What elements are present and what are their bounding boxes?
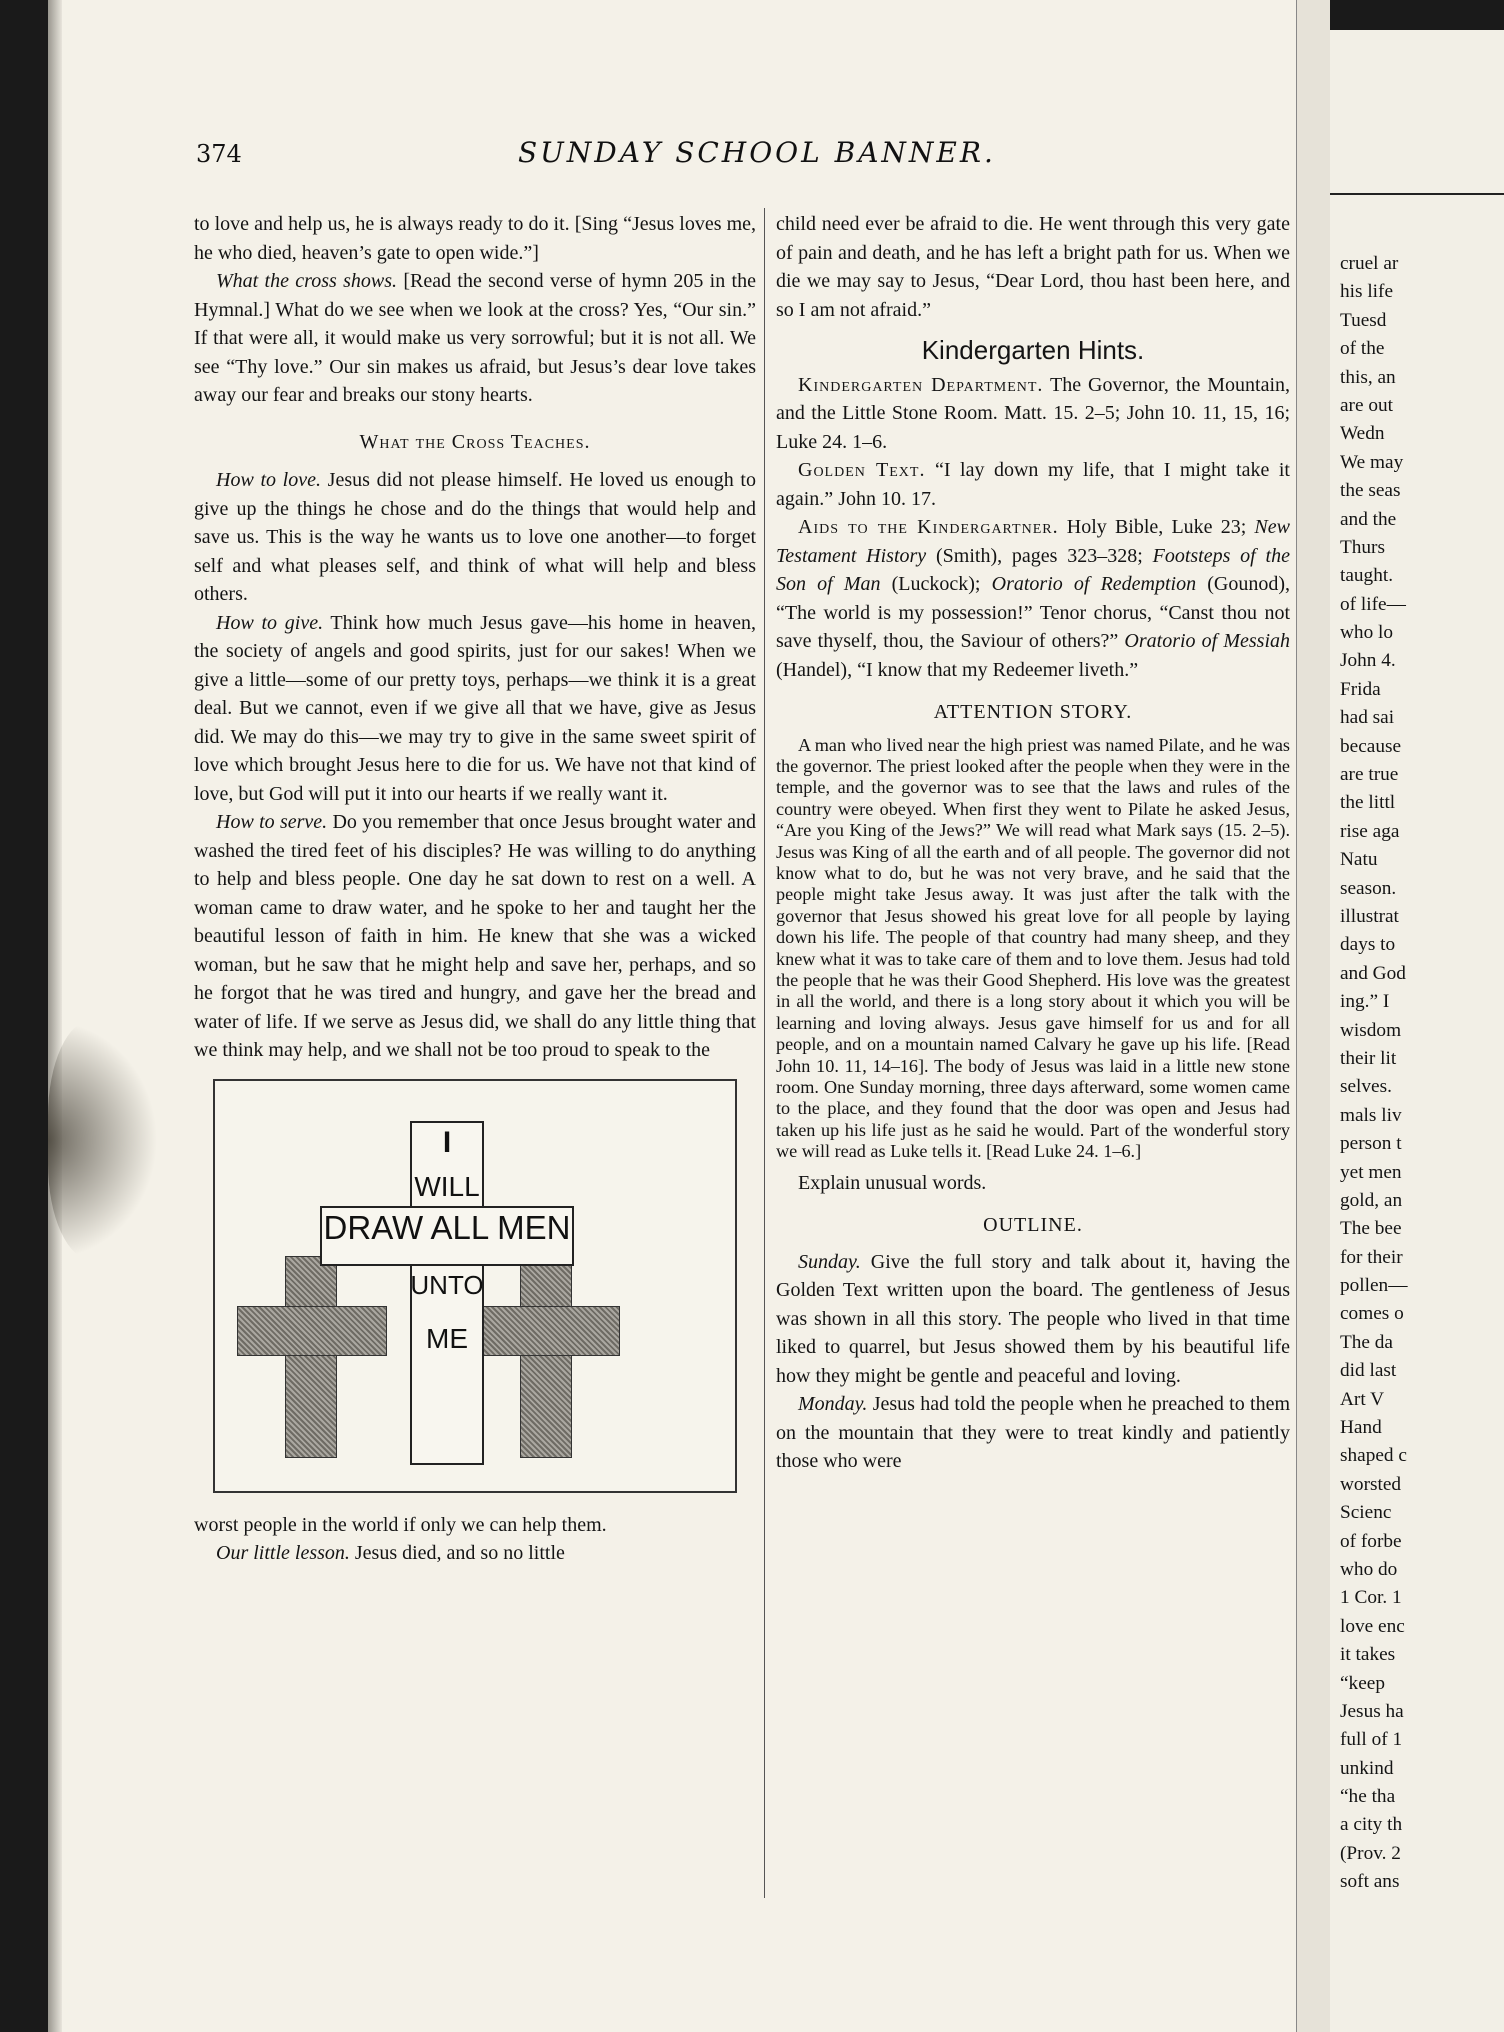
facing-page-text-fragments bbox=[1340, 250, 1407, 1897]
facing-page-line: full of 1 bbox=[1340, 1729, 1403, 1751]
paragraph-how-to-serve bbox=[194, 808, 756, 1065]
facing-page-line: Thurs bbox=[1340, 536, 1385, 558]
left-cross-horizontal bbox=[237, 1306, 387, 1356]
text-run: (Handel), “I know that my Redeemer liveth.” bbox=[776, 658, 1139, 681]
paragraph-text: Jesus had told the people when he preached to them on the mountain that they were to treat kindly and patiently those who were bbox=[776, 1393, 1290, 1473]
paragraph-continuation: child need ever be afraid to die. He went through this very gate of pain and death, and he has left a bright path for us. When we die we may say to Jesus, “Dear Lord, thou hast been here, and so I am not afraid.” bbox=[776, 213, 1290, 321]
facing-page-line: Frida bbox=[1340, 678, 1381, 700]
run-in-label: What the cross shows. bbox=[216, 270, 397, 292]
paragraph-text: Think how much Jesus gave—his home in heaven, the society of angels and good spirits, just for our sakes! When we give a little—some of our pretty toys, perhaps—we think it is a great deal. But we cannot, even if we give all that we have, give as Jesus did. We may do this—we may try to give in the same sweet spirit of love which brought Jesus here to die for us. We have not that kind of love, but God will put it into our hearts if we really want it. bbox=[194, 611, 756, 805]
facing-page-line: mals liv bbox=[1340, 1104, 1402, 1126]
paragraph-continuation-after-figure: worst people in the world if only we can help them. bbox=[194, 1513, 607, 1536]
page-edge-strip bbox=[1296, 0, 1330, 2032]
section-heading-outline: OUTLINE. bbox=[983, 1214, 1083, 1237]
facing-page-line: who lo bbox=[1340, 622, 1394, 644]
paragraph-text: “I lay down my life, that I might take it again.” John 10. 17. bbox=[776, 459, 1290, 510]
run-in-label: Golden Text. bbox=[798, 459, 926, 481]
paragraph-how-to-love bbox=[194, 466, 756, 609]
figure-text-will: WILL bbox=[414, 1170, 480, 1202]
facing-page-line: are true bbox=[1340, 764, 1399, 786]
facing-page-line: ing.” I bbox=[1340, 991, 1390, 1013]
facing-page-line: of forbe bbox=[1340, 1530, 1402, 1552]
facing-page-line: “keep bbox=[1340, 1672, 1385, 1694]
text-run: (Gounod), “The world is my possession!” Tenor chorus, “Canst thou not save thyself, thou, the Saviour of others?” bbox=[776, 573, 1291, 652]
facing-page-line: Scienc bbox=[1340, 1502, 1392, 1524]
figure-text-draw-all-men: DRAW ALL MEN bbox=[323, 1208, 571, 1246]
facing-page-line: season. bbox=[1340, 877, 1397, 899]
run-in-label: How to give. bbox=[216, 611, 324, 634]
facing-page-line: “he tha bbox=[1340, 1786, 1396, 1808]
column-rule bbox=[764, 208, 765, 1898]
paragraph-continuation: to love and help us, he is always ready to do it. [Sing “Jesus loves me, he who died, heaven’s gate to open wide.”] bbox=[194, 213, 756, 264]
run-in-label: How to serve. bbox=[216, 811, 328, 833]
attention-story-text: A man who lived near the high priest was named Pilate, and he was the governor. The priest looked after the people when they were in the temple, and the governor was to see that the laws and rules of the country were obeyed. When first they went to Pilate he asked Jesus, “Are you King of the Jews?” We will read what Mark says (15. 2–5). Jesus was King of all the earth and of all people. The governor did not know what to do, but he was not very brave, and he said that the people might take Jesus away. It was just after the talk with the governor that Jesus showed his great love for all people by laying down his life. The people of that country had many sheep, and they knew what it was to take care of them and to love them. Jesus had told the people that he was their Good Shepherd. His love was the greatest in all the world, and there is a long story about it which you will be learning and loving always. Jesus gave himself for us and for all people, and on a mountain named Calvary he gave up his life. [Read John 10. 11, 14–16]. The body of Jesus was laid in a little new stone room. One Sunday morning, three days afterward, some women came to the place, and they found that the door was open and Jesus had taken up his life just as he said he would. Part of the wonderful story we will read as Luke tells it. [Read Luke 24. 1–6.] bbox=[776, 734, 1290, 1162]
facing-page-line: unkind bbox=[1340, 1757, 1394, 1779]
facing-page-line: did last bbox=[1340, 1360, 1397, 1382]
facing-page-line: had sai bbox=[1340, 707, 1395, 729]
facing-page-line: Natu bbox=[1340, 849, 1378, 871]
run-in-label: Aids to the Kindergartner. bbox=[798, 516, 1059, 538]
page-number: 374 bbox=[196, 140, 242, 168]
facing-page-line: gold, an bbox=[1340, 1189, 1403, 1211]
section-heading-cross-teaches: What the Cross Teaches. bbox=[359, 430, 591, 453]
paragraph-aids bbox=[776, 513, 1290, 684]
facing-page-line: The da bbox=[1340, 1331, 1393, 1353]
paragraph-text: Jesus did not please himself. He loved us enough to give up the things he chose and do the things that would help and save us. This is the way he wants us to love one another—to forget self and what pleases self, and think of what will help and bless others. bbox=[194, 469, 756, 605]
facing-page-line: who do bbox=[1340, 1558, 1398, 1580]
facing-page-line: 1 Cor. 1 bbox=[1340, 1587, 1402, 1609]
left-cross-vertical bbox=[285, 1256, 337, 1458]
facing-page-line: Art V bbox=[1340, 1388, 1385, 1410]
figure-text-i: I bbox=[442, 1125, 452, 1159]
facing-page-line: Wedn bbox=[1340, 423, 1385, 445]
facing-page-line: the seas bbox=[1340, 480, 1401, 502]
facing-page-line: selves. bbox=[1340, 1076, 1392, 1098]
text-run: Holy Bible, Luke 23; bbox=[1058, 516, 1255, 538]
paragraph-monday bbox=[776, 1390, 1290, 1476]
facing-page-line: days to bbox=[1340, 934, 1396, 956]
run-in-label: Our little lesson. bbox=[216, 1542, 350, 1564]
facing-page-line: soft ans bbox=[1340, 1871, 1400, 1893]
facing-page-line: their lit bbox=[1340, 1047, 1397, 1069]
facing-page-line: it takes bbox=[1340, 1644, 1396, 1666]
facing-page-line: are out bbox=[1340, 394, 1393, 416]
figure-text-unto: UNTO bbox=[410, 1269, 484, 1300]
facing-page-line: shaped c bbox=[1340, 1445, 1407, 1467]
page-stain bbox=[48, 1020, 158, 1260]
right-cross-vertical bbox=[520, 1256, 572, 1458]
run-in-label: Sunday. bbox=[798, 1250, 861, 1273]
section-heading-attention-story: ATTENTION STORY. bbox=[933, 701, 1133, 723]
facing-page-line: (Prov. 2 bbox=[1340, 1842, 1401, 1864]
paragraph-golden-text bbox=[776, 456, 1290, 513]
facing-page-line: We may bbox=[1340, 451, 1404, 473]
text-run: (Smith), pages 323–328; bbox=[926, 544, 1153, 567]
paragraph-how-to-give bbox=[194, 609, 756, 809]
facing-page-line: person t bbox=[1340, 1133, 1402, 1155]
book-title: Footsteps of the Son of Man bbox=[776, 544, 1290, 595]
run-in-label: Kindergarten Department. bbox=[798, 373, 1044, 396]
paragraph-explain: Explain unusual words. bbox=[798, 1171, 987, 1194]
book-title: Oratorio of Messiah bbox=[1124, 630, 1291, 652]
paragraph-sunday bbox=[776, 1248, 1290, 1391]
facing-page-line: Tuesd bbox=[1340, 309, 1387, 331]
running-title: SUNDAY SCHOOL BANNER. bbox=[518, 136, 996, 169]
facing-page-line: worsted bbox=[1340, 1473, 1402, 1495]
facing-page-line: cruel ar bbox=[1340, 253, 1399, 274]
facing-page-line: a city th bbox=[1340, 1814, 1403, 1836]
paragraph-text: Do you remember that once Jesus brought water and washed the tired feet of his disciples? He was willing to do anything to help and bless people. One day he sat down to rest on a well. A woman came to draw water, and he spoke to her and taught her the beautiful lesson of faith in him. He knew that she was a wicked woman, but he saw that he might help and save her, perhaps, and so he forgot that he was tired and hungry, and gave her the bread and water of life. If we serve as Jesus did, we shall do any little thing that we think may help, and we shall not be too proud to speak to the bbox=[194, 811, 756, 1061]
facing-page-line: yet men bbox=[1340, 1161, 1402, 1183]
facing-page-line: and God bbox=[1340, 962, 1406, 984]
book-title: Oratorio of Redemption bbox=[991, 573, 1197, 595]
facing-page-line: John 4. bbox=[1340, 650, 1396, 672]
facing-page-head-rule bbox=[1330, 193, 1504, 195]
run-in-label: Monday. bbox=[798, 1393, 868, 1416]
facing-page-line: of the bbox=[1340, 338, 1385, 360]
paragraph-text: Jesus died, and so no little bbox=[349, 1542, 565, 1564]
figure-text-me: ME bbox=[426, 1322, 468, 1354]
facing-page-line: because bbox=[1340, 735, 1402, 757]
left-column bbox=[194, 210, 756, 1568]
cross-illustration bbox=[213, 1079, 737, 1493]
book-title: New Testament History bbox=[776, 516, 1290, 567]
gutter-shadow bbox=[48, 0, 62, 2032]
paragraph-little-lesson bbox=[194, 1539, 756, 1568]
paragraph-text: [Read the second verse of hymn 205 in the Hymnal.] What do we see when we look at the cross? Yes, “Our sin.” If that were all, it would make us very sorrowful; but it is not all. We see “Thy love.” Our sin makes us afraid, but Jesus’s dear love takes away our fear and breaks our stony hearts. bbox=[194, 270, 756, 406]
facing-page-line: Hand bbox=[1340, 1417, 1382, 1439]
book-page bbox=[48, 0, 1330, 2032]
facing-page-line: taught. bbox=[1340, 565, 1394, 587]
section-heading-kindergarten-hints: Kindergarten Hints. bbox=[921, 335, 1145, 365]
facing-page-line: wisdom bbox=[1340, 1019, 1402, 1041]
facing-page-line: pollen— bbox=[1340, 1275, 1408, 1297]
attention-story-block bbox=[776, 735, 1290, 1163]
facing-page-line: this, an bbox=[1340, 366, 1396, 388]
run-in-label: How to love. bbox=[216, 469, 321, 491]
facing-page-edge bbox=[1330, 30, 1504, 2032]
facing-page-line: rise aga bbox=[1340, 820, 1400, 842]
facing-page-line: illustrat bbox=[1340, 905, 1399, 927]
paragraph-text: The Governor, the Mountain, and the Little Stone Room. Matt. 15. 2–5; John 10. 11, 15, 16; Luke 24. 1–6. bbox=[776, 373, 1291, 453]
facing-page-line: for their bbox=[1340, 1246, 1403, 1268]
text-run: (Luckock); bbox=[880, 573, 992, 595]
right-cross-horizontal bbox=[470, 1306, 620, 1356]
facing-page-line: The bee bbox=[1340, 1218, 1402, 1240]
paragraph-text: Give the full story and talk about it, having the Golden Text written upon the board. The gentleness of Jesus was shown in all this story. The people who lived in that time liked to quarrel, but Jesus showed them by his beautiful life how they might be gentle and peaceful and loving. bbox=[776, 1250, 1290, 1387]
facing-page-line: comes o bbox=[1340, 1303, 1404, 1325]
middle-column bbox=[776, 210, 1290, 1476]
paragraph-kindergarten-department bbox=[776, 371, 1290, 457]
paragraph-cross-shows bbox=[194, 267, 756, 410]
facing-page-line: and the bbox=[1340, 508, 1397, 530]
facing-page-line: of life— bbox=[1340, 593, 1406, 615]
facing-page-line: love enc bbox=[1340, 1615, 1405, 1637]
facing-page-line: his life bbox=[1340, 281, 1394, 303]
facing-page-line: the littl bbox=[1340, 792, 1396, 814]
facing-page-line: Jesus ha bbox=[1340, 1700, 1404, 1722]
